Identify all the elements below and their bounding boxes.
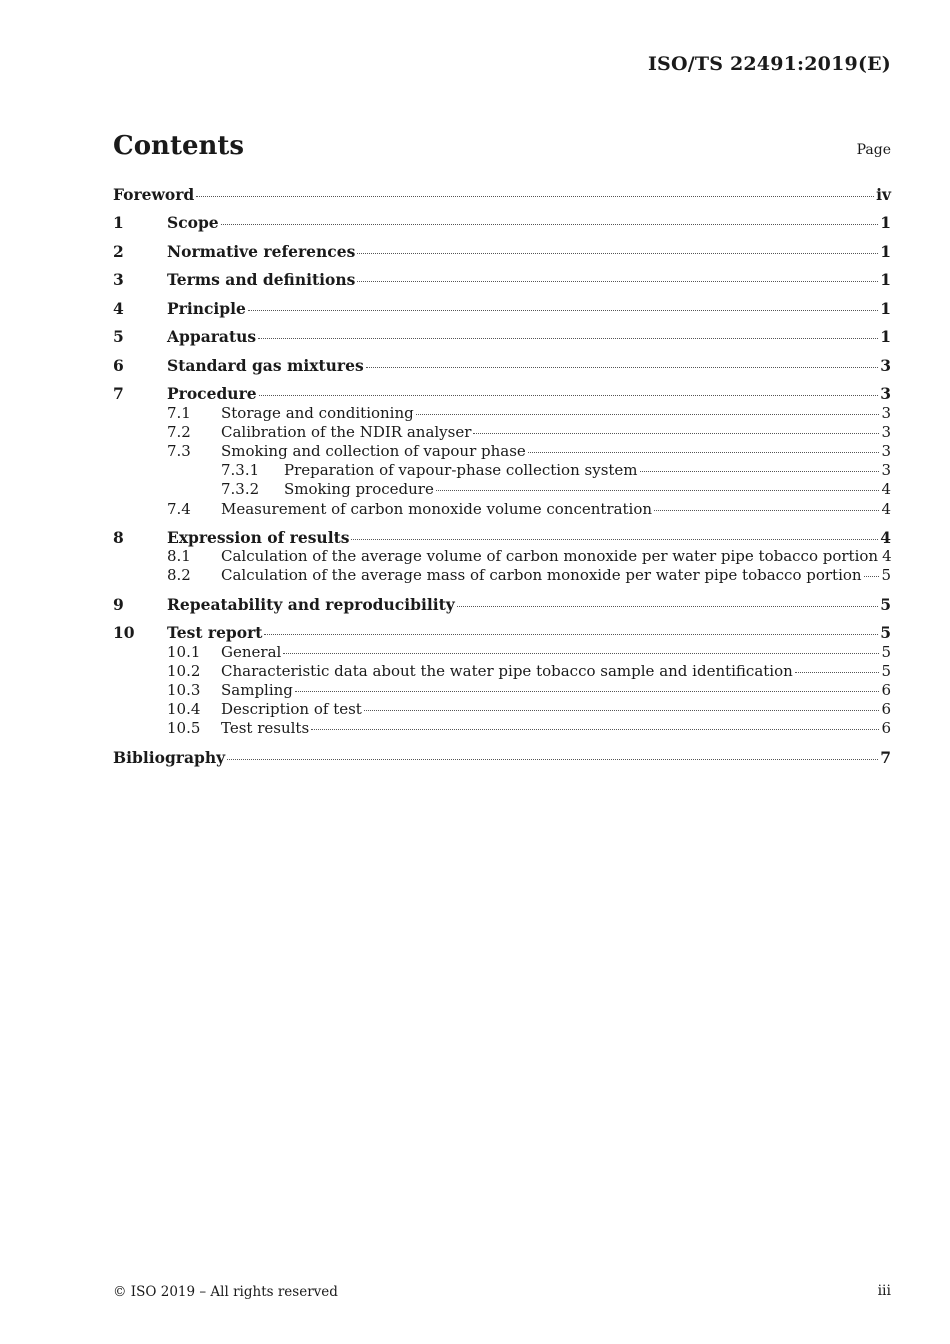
page-column-label: Page	[856, 142, 891, 158]
table-of-contents	[113, 185, 891, 767]
toc-entry-title: Bibliography	[113, 747, 226, 767]
toc-entry-number: 7	[113, 384, 124, 404]
toc-entry-title: Measurement of carbon monoxide volume concentration	[221, 499, 653, 518]
dot-leader	[366, 367, 879, 368]
dot-leader	[264, 634, 878, 635]
toc-entry[interactable]	[113, 356, 891, 375]
toc-entry[interactable]	[113, 623, 891, 642]
toc-entry-number: 10.2	[167, 661, 201, 680]
dot-leader	[283, 653, 879, 654]
toc-entry-page: 5	[881, 566, 891, 585]
toc-entry[interactable]	[113, 185, 891, 204]
toc-entry-page: 6	[881, 719, 891, 738]
toc-entry-title: Characteristic data about the water pipe tobacco sample and identification	[221, 661, 793, 680]
dot-leader	[436, 490, 880, 491]
toc-entry-number: 8	[113, 528, 124, 547]
toc-entry-page: 1	[880, 298, 891, 318]
toc-entry-page: iv	[876, 185, 891, 204]
toc-entry-page: 7	[880, 747, 891, 767]
toc-entry-page: 3	[880, 355, 891, 375]
toc-entry-page: 3	[881, 441, 891, 460]
toc-entry-page: 4	[881, 480, 891, 499]
toc-entry-number: 7.3.1	[221, 461, 260, 480]
dot-leader	[364, 710, 880, 711]
dot-leader	[311, 729, 879, 730]
toc-entry-page: 1	[880, 270, 891, 290]
toc-entry-title: Calculation of the average volume of carbon monoxide per water pipe tobacco portion	[221, 547, 879, 566]
toc-entry-title: Terms and definitions	[167, 270, 356, 290]
dot-leader	[221, 224, 879, 225]
toc-entry-title: Calculation of the average mass of carbon monoxide per water pipe tobacco portion	[221, 566, 862, 585]
toc-entry[interactable]	[113, 700, 891, 719]
toc-entry-page: 3	[880, 384, 891, 404]
toc-entry-page: 3	[881, 403, 891, 422]
page-number: iii	[877, 1283, 891, 1299]
dot-leader	[259, 395, 879, 396]
toc-entry-title: Foreword	[113, 185, 195, 204]
copyright-notice: © ISO 2019 – All rights reserved	[113, 1284, 338, 1300]
toc-entry-page: 5	[881, 661, 891, 680]
page-title: Contents	[113, 131, 245, 161]
toc-entry[interactable]	[113, 681, 891, 700]
toc-entry-title: Smoking and collection of vapour phase	[221, 441, 526, 460]
toc-entry-title: Principle	[167, 298, 246, 318]
toc-entry[interactable]	[113, 461, 891, 480]
toc-entry[interactable]	[113, 404, 891, 423]
toc-entry[interactable]	[113, 213, 891, 232]
toc-entry-page: 5	[881, 642, 891, 661]
toc-entry-title: Apparatus	[167, 327, 257, 347]
dot-leader	[640, 471, 880, 472]
toc-entry-number: 10.5	[167, 719, 201, 738]
toc-entry-title: Expression of results	[167, 528, 350, 547]
toc-entry[interactable]	[113, 384, 891, 403]
toc-entry-number: 9	[113, 594, 124, 614]
toc-entry-number: 7.1	[167, 403, 191, 422]
toc-entry[interactable]	[113, 595, 891, 614]
toc-entry-page: 3	[881, 461, 891, 480]
toc-entry-number: 8.1	[167, 547, 191, 566]
dot-leader	[357, 253, 878, 254]
toc-entry[interactable]	[113, 299, 891, 318]
toc-entry-page: 1	[880, 327, 891, 347]
toc-entry[interactable]	[113, 480, 891, 499]
toc-entry-number: 8.2	[167, 566, 191, 585]
dot-leader	[795, 672, 880, 673]
toc-entry-title: Procedure	[167, 384, 257, 404]
toc-entry-number: 5	[113, 327, 124, 347]
dot-leader	[351, 539, 878, 540]
dot-leader	[654, 510, 879, 511]
dot-leader	[864, 576, 880, 577]
dot-leader	[357, 281, 878, 282]
toc-entry-number: 7.3	[167, 441, 191, 460]
toc-entry-title: Preparation of vapour-phase collection system	[284, 461, 638, 480]
toc-entry-page: 3	[881, 422, 891, 441]
dot-leader	[416, 414, 880, 415]
toc-entry-number: 7.4	[167, 499, 191, 518]
toc-entry-title: General	[221, 642, 282, 661]
toc-entry-page: 5	[880, 594, 891, 614]
toc-entry-number: 2	[113, 241, 124, 261]
dot-leader	[196, 196, 874, 197]
toc-entry[interactable]	[113, 643, 891, 662]
toc-entry[interactable]	[113, 242, 891, 261]
dot-leader	[457, 606, 878, 607]
toc-entry-page: 4	[880, 528, 891, 547]
toc-entry-number: 7.2	[167, 422, 191, 441]
toc-entry[interactable]	[113, 662, 891, 681]
toc-entry-page: 4	[882, 547, 892, 566]
toc-entry-number: 6	[113, 355, 124, 375]
toc-entry-number: 10.1	[167, 642, 201, 661]
toc-entry-number: 10.3	[167, 680, 201, 699]
toc-entry-title: Storage and conditioning	[221, 403, 414, 422]
dot-leader	[528, 452, 880, 453]
toc-entry-number: 7.3.2	[221, 480, 260, 499]
toc-entry-title: Repeatability and reproducibility	[167, 594, 455, 614]
toc-entry-page: 5	[880, 623, 891, 643]
toc-entry-title: Sampling	[221, 680, 293, 699]
dot-leader	[227, 759, 878, 760]
toc-entry-page: 6	[881, 680, 891, 699]
toc-entry[interactable]	[113, 423, 891, 442]
toc-entry-number: 1	[113, 213, 124, 233]
toc-entry-number: 10	[113, 623, 135, 643]
toc-entry-title: Scope	[167, 213, 219, 233]
toc-entry[interactable]	[113, 547, 891, 566]
toc-entry[interactable]	[113, 500, 891, 519]
dot-leader	[295, 691, 880, 692]
toc-entry-title: Test report	[167, 623, 263, 643]
dot-leader	[473, 433, 879, 434]
toc-entry[interactable]	[113, 327, 891, 346]
toc-entry-title: Calibration of the NDIR analyser	[221, 422, 472, 441]
dot-leader	[258, 338, 878, 339]
toc-entry-number: 10.4	[167, 700, 201, 719]
toc-entry-title: Normative references	[167, 241, 356, 261]
toc-entry[interactable]	[113, 270, 891, 289]
toc-entry[interactable]	[113, 719, 891, 738]
toc-entry-page: 4	[881, 499, 891, 518]
toc-entry[interactable]	[113, 442, 891, 461]
toc-entry[interactable]	[113, 748, 891, 767]
toc-entry-number: 4	[113, 298, 124, 318]
toc-entry[interactable]	[113, 528, 891, 547]
toc-entry-title: Smoking procedure	[284, 480, 434, 499]
toc-entry-title: Test results	[221, 719, 310, 738]
toc-entry[interactable]	[113, 566, 891, 585]
standard-designation: ISO/TS 22491:2019(E)	[647, 53, 891, 75]
toc-entry-page: 6	[881, 700, 891, 719]
dot-leader	[248, 310, 878, 311]
toc-entry-page: 1	[880, 241, 891, 261]
toc-entry-title: Standard gas mixtures	[167, 355, 364, 375]
toc-entry-page: 1	[880, 213, 891, 233]
toc-entry-title: Description of test	[221, 700, 362, 719]
toc-entry-number: 3	[113, 270, 124, 290]
